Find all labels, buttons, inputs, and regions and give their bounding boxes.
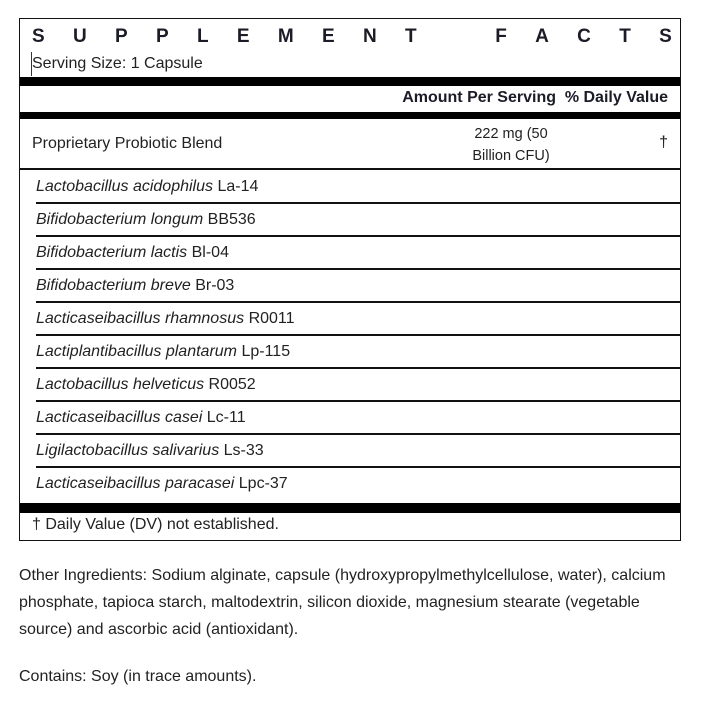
panel-title — [32, 24, 672, 50]
other-ingredients: Other Ingredients: Sodium alginate, capsule (hydroxypropylmethylcellulose, water), calcium phosphate, tapioca starch, maltodextrin, silicon dioxide, magnesium stearate (vegetable source) and ascorbic acid (antioxidant). — [19, 567, 666, 638]
strain-row — [36, 336, 680, 369]
title-letter: T — [619, 26, 631, 47]
strain-species: Ligilactobacillus salivarius — [36, 442, 220, 459]
title-letter: U — [72, 26, 87, 47]
allergen-statement: Contains: Soy (in trace amounts). — [19, 668, 257, 685]
strain-species: Bifidobacterium breve — [36, 277, 191, 294]
title-letter: F — [495, 26, 507, 47]
strain-row — [36, 237, 680, 270]
strain-row — [36, 303, 680, 336]
blend-daily-value: † — [659, 134, 668, 151]
title-letter: M — [277, 26, 294, 47]
divider-thick — [20, 77, 680, 86]
strain-species: Lacticaseibacillus rhamnosus — [36, 310, 245, 327]
daily-value-footnote: † Daily Value (DV) not established. — [32, 516, 279, 533]
strain-code: Lp-115 — [241, 343, 291, 360]
column-header-row — [20, 86, 680, 112]
title-letter: S — [659, 26, 672, 47]
title-letter: P — [156, 26, 169, 47]
strain-code: Br-03 — [195, 277, 235, 294]
daily-value-header: % Daily Value — [564, 89, 668, 106]
blend-amount-line: Billion CFU) — [472, 148, 550, 164]
strain-row — [36, 369, 680, 402]
strain-code: R0052 — [208, 376, 256, 393]
strain-code: BB536 — [207, 211, 256, 228]
strain-species: Lactiplantibacillus plantarum — [36, 343, 237, 360]
strain-list — [20, 171, 680, 501]
strain-species: Bifidobacterium longum — [36, 211, 204, 228]
title-letter: L — [196, 26, 209, 47]
title-letter: E — [322, 26, 335, 47]
title-letter: S — [32, 26, 45, 47]
blend-name: Proprietary Probiotic Blend — [32, 135, 223, 152]
blend-amount-line: 222 mg (50 — [474, 126, 548, 142]
strain-row — [36, 171, 680, 204]
title-letter: E — [236, 26, 250, 47]
serving-size: Serving Size: 1 Capsule — [31, 52, 203, 76]
strain-code: La-14 — [217, 178, 259, 195]
title-letter: C — [577, 26, 591, 47]
strain-code: Lpc-37 — [238, 475, 288, 492]
strain-species: Lacticaseibacillus casei — [36, 409, 203, 426]
blend-amount — [466, 123, 556, 167]
strain-code: Bl-04 — [191, 244, 229, 261]
strain-code: Lc-11 — [206, 409, 246, 426]
divider-thick — [20, 112, 680, 119]
strain-species: Lactobacillus acidophilus — [36, 178, 213, 195]
strain-code: Ls-33 — [223, 442, 264, 459]
strain-row — [36, 435, 680, 468]
amount-per-serving-header: Amount Per Serving — [402, 89, 556, 106]
strain-row — [36, 270, 680, 303]
title-letter: N — [362, 26, 377, 47]
strain-species: Bifidobacterium lactis — [36, 244, 188, 261]
title-letter: T — [405, 26, 417, 47]
title-letter: P — [115, 26, 128, 47]
strain-species: Lacticaseibacillus paracasei — [36, 475, 235, 492]
strain-row — [36, 468, 680, 501]
strain-row — [36, 204, 680, 237]
supplement-facts-panel — [19, 18, 681, 541]
strain-row — [36, 402, 680, 435]
strain-species: Lactobacillus helveticus — [36, 376, 205, 393]
strain-code: R0011 — [248, 310, 295, 327]
title-letter: A — [535, 26, 549, 47]
divider-thick — [20, 503, 680, 513]
blend-row — [20, 119, 680, 170]
